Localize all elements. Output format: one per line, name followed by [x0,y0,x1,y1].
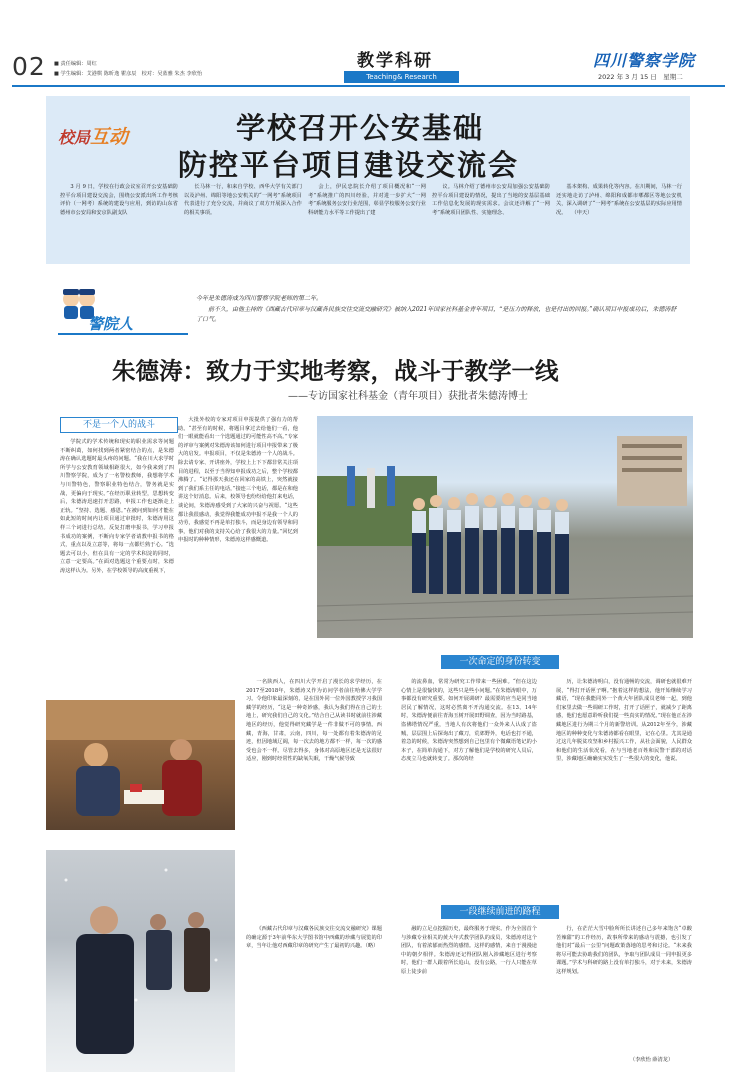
article2-subtitle: ——专访国家社科基金（青年项目）获批者朱德涛博士 [288,391,528,402]
section2-col2: 的流鼻血，常常为研究工作带来一些困难。“但在这边心情上是很愉快的，这些只是些小问题。”在朱德涛眼中，万事都没有研究重要。如何开展调研？最需要的应当是同当地居民了解情况，这时必然离不开沟通交流。在13、14年时，朱德涛便前往青海玉树开展田野调查，因为当时路基，盗佛塔情况严重，当地人有次将他们一众外来人认成了盗贼，层层围上后探询出了藏刀，荒郊野外，电话也打不通，着急的时候，朱德涛突然想到自己包里有个微藏语笔记的小本子，在简单沟通下，对方了解他们是学校的研究人员后，态度立马也就转变了。那次的经 [401,679,537,763]
article2-title: 朱德涛：致力于实地考察，战斗于教学一线 [112,357,559,385]
section2-heading: 一次命定的身份转变 [441,655,559,669]
section3-heading: 一段继续前进的路程 [441,905,559,919]
article2-kicker: 警院人 [88,315,134,333]
article1-kicker [58,122,128,149]
header-rule [12,85,725,87]
kicker-left: 校局 [58,128,91,147]
interview-photo [46,700,235,830]
article1-title-line2: 防控平台项目建设交流会 [178,148,520,182]
article1-col2: 长马林一行，和来自学校、西华大学有关部门以及泸州、绵阳等地公安机关的“一网考”系统项目代表进行了充分交流，并商议了双方开展深入合作的相关事项。 [184,184,302,216]
section2-col3: 历，让朱德涛明白，没有通畅的交流，调研也就很难开展，“得打开话匣子啊。”抱着这样的想法，他开始继续学习藏语，“现在我能同外一个黄大年团队成员老师一起，到他们家里去做一些调研工作时，打开了话匣子，就减少了距离感，他们也愿意聆听我们提一些真实的情况。”现在他正在涉藏地区进行为期三个月的新警培训。从2012年至今，涉藏地区的种种变化与朱德涛都看在眼里，记在心里。尤其是通过这几年脱贫攻坚和乡村振兴工作，从社会面貌，人民群众和他们的生活状况看，在与当地老百姓和民警干部的对话里，涉藏地区确确实实发生了一些很大的变化，他说。 [556,679,692,763]
issue-date: 2022 年 3 月 15 日 星期二 [598,73,683,81]
kicker-underline [58,333,188,335]
article1-title-line1: 学校召开公安基础 [236,111,485,145]
article1-col4: 议。马林介绍了德州市公安局加强公安基础防控平台项目建设的情况，提出了当地的安基层基础工作信息化发展的现实需求。会议还详解了“一网考”系统项目团队性、实施理念、 [432,184,550,216]
snow-field-photo [46,850,235,1072]
article1-col3: 会上，伊民忠院长介绍了项目概况和“一网考”系统推广的四川经验，并对进一步扩大“一网考”系统服务公安行业范围，彰显学校服务公安行业科研能力水平等工作提出了建 [308,184,426,216]
section3-col2: 融的立足点挖掘历史，最终服务于现实。作为全国首个与涉藏专业相关的黄大年式教学团队的成员，朱德涛对这个团队，有着浓郁而热烈的感情。这样的感情，来自于漫漫途中的朝夕相伴。朱德涛还记得团队刚入涉藏地区进行考察时，他们一群人跟着所长追山，没有公路，一行人只能在草原上徒步前 [401,926,537,975]
section1-heading: 不是一个人的战斗 [60,417,178,433]
editors-line: ■ 责任编辑：周红 [54,61,97,67]
section-title: 教学科研 [357,51,433,71]
section1-col2: 大批外校的专家对项目申报提供了强有力的帮助。“甚至有的时候，将题目拿过去给他们一看，他们一眼就能看出一个选题通过的可能性高不高。”专家的评审与案例对朱德涛该如何进行项目申报带来了极大的启发。申报项目，不仅是朱德涛一个人的战斗。除去请专家、开讲座外，学校上上下下都非常关注项目的进程，以至于当得知申报成功之后，整个学校都沸腾了。“记得那天我还在回家的高铁上，突然就接到了我们系主任的电话，”接连三个电话，都是在和他讲这个好消息。后来，校领导也纷纷给他打来电话，谈论间，朱德涛感受到了大家的兴奋与祝愿。“这些都让我很感动，我觉得我能成功申报不是我一个人的功劳，我感觉不再是单打独斗，而是身边有领导和同事，他们对我的支持关心给了我很大的力量。”回忆到申报时的种种情形，朱德涛这样感慨道。 [178,417,298,544]
article2-intro-line1: 今年是朱德涛成为四川警察学院老师的第二年。 [196,295,323,302]
section1-col1: 学院式的学术传统和现实的职业需求等问题不断纠葛，如何找到两者紧密结合的点，是朱德涛在确认选题时最头疼的问题。“我在川大求学时所学与公安教育领域相距很大，如今我来到了四川警察学院，成为了一名警校教师，我想将学术与川警特色，警察职业特色结合，警务就是实战，更偏向于现实。”在经历职业转型，思想转变后，朱德涛迅速打开思路，申报工作也逐渐走上正轨。“坚持、选题、感恩。”在被问到如何才能在如此短的时间内让项目通过审批时，朱德涛用这样三个词进行总结。反复打磨申报书，学习申报书成功的案例，不断向专家学者请教申报书的格式，重点以及立意等，将每一点都烂熟于心。“选题去可以小，但在具有一定的学术积淀的同时，立意一定要高。”在面对选题这个重要点时，朱德涛这样认为。另外，在学校领导的高度重视下， [60,439,174,574]
kicker-right: 互动 [90,126,129,148]
section3-col3: 行，在茫茫大雪中脸所所长讲述自己多年来饱含“卓酸苦辣甜”的工作经历，故事所带来的感动与震撼，也引发了他们对“最后一公里”问题政策落地的思考和讨论。“未来我将尽可能去协助我们的团队，争取与团队成员一同申报更多课题。”学术与科研的路上没有单打独斗，对于未来，朱德涛这样规划。 [556,926,692,975]
article2-intro-line2: 前不久，由他主持的《西藏古代印章与汉藏各民族交往交流交融研究》被纳入2021年国家社科基金青年项目，“是压力的释放，也是付出的回报。”确认项目申报成功后，朱德涛舒了口气。 [196,306,677,323]
byline: （李欣怡 薛清龙） [630,1057,674,1063]
section-subtitle: Teaching& Research [344,71,459,83]
page-number: 02 [12,52,46,81]
section2-col1: 一名陕西人，在四川大学开启了漫长的求学经历，在2017至2018年，朱德涛又作为访问学者前往哈佛大学学习。令他印象最深刻的，是在国外同一位外国教授学习我国藏学的经历，“这是一种奇妙感，我认为我们得在自己的土地上，研究我们自己的文化。”结合自己从读书时就前往涉藏地区的经历，他觉得研究藏学是一件非做不可的事情。西藏，青海，甘肃，云南，四川，每一处都有着朱德涛的足迹，但因地域辽阔，每一次去的地方都不一样，每一次的感受也会不一样。尽管去得多，身体对高原地区还是无法很好适应，刚到时经常性的缺氧失眠，干燥气候导致 [246,679,382,763]
article1-col5: 基本架构、成果转化等内容。在川期间，马林一行还实地走访了泸州、绵阳和成都市郫都区等地公安机关，深入调研了“一网考”系统在公安基层的实际应用情况。 （申天） [556,184,682,216]
masthead-logo: 四川警察学院 [593,51,696,70]
article1-col1: 3 月 9 日，学校在行政会议室召开公安基础防控平台项目建设交流会，围绕公安派出所工作考核评价（一网考）系统的建设与应用，到访的山东省德州市公安局和安京队副支队 [60,184,178,216]
section3-col1: 《西藏古代印章与汉藏各民族交往交流交融研究》课题的确定源于3年前华东大学图书馆中西藏的珍藏与展览的印章，当年让他对西藏印章的研究产生了最初的兴趣。（略） [246,926,382,950]
student-editors-line: ■ 学生编辑：艾港棋 陈昕逸 瞿彦辰 校对：吴蓝雅 朱杰 李欣怡 [54,71,203,77]
group-photo [317,416,693,638]
